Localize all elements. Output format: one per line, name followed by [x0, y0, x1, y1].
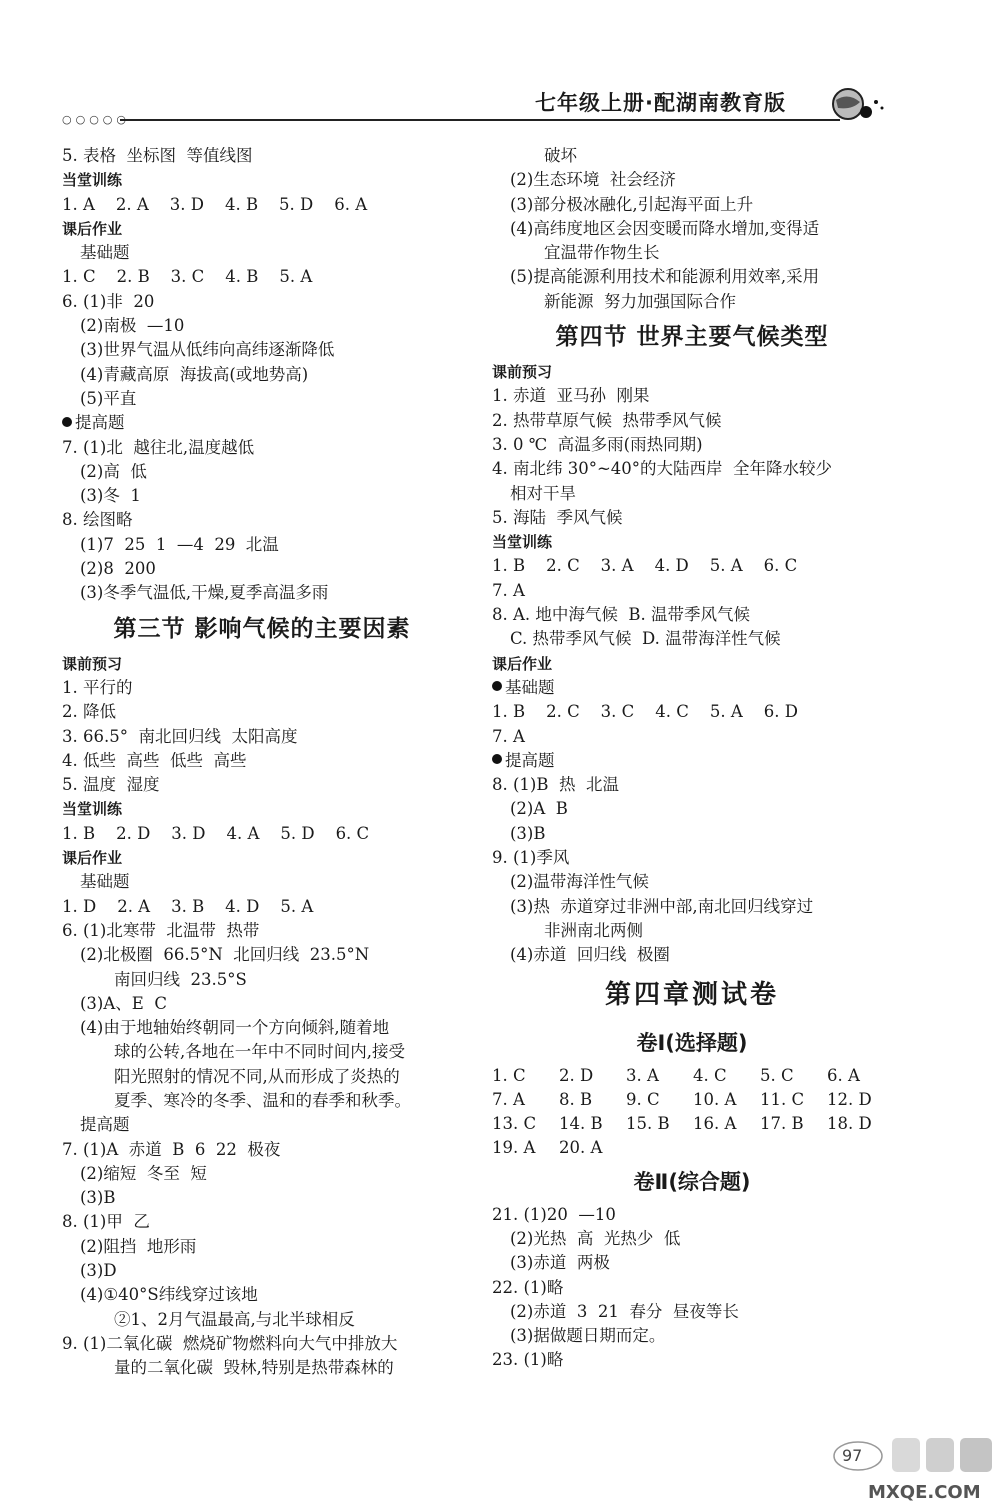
subsection-heading: 当堂训练 [492, 533, 553, 552]
answer-line: (4)由于地轴始终朝同一个方向倾斜,随着地 [80, 1018, 390, 1038]
subsection-label: 基础题 [80, 243, 130, 263]
answer-line: (3)B [80, 1188, 116, 1208]
right-column [492, 144, 892, 1373]
answer-line: 9. (1)季风 [492, 848, 570, 868]
answer-line: 7. A [492, 726, 525, 746]
answer-line: (1)7 25 1 —4 29 北温 [80, 534, 279, 554]
answer-line: 1. D 2. A 3. B 4. D 5. A [62, 896, 314, 916]
answer-line: (5)提高能源利用技术和能源利用效率,采用 [510, 267, 820, 287]
answer-grid-cell: 11. C [760, 1089, 805, 1109]
answer-line: 8. 绘图略 [62, 510, 133, 530]
answer-line: 量的二氧化碳 毁林,特别是热带森林的 [114, 1358, 394, 1378]
answer-line: 5. 海陆 季风气候 [492, 507, 623, 527]
bullet-icon [492, 754, 502, 764]
answer-line: (3)A、E C [80, 993, 167, 1013]
bullet-icon [62, 417, 72, 427]
subsection-heading: 课后作业 [492, 654, 553, 673]
answer-line: (3)据做题日期而定。 [510, 1326, 666, 1346]
answer-line: (3)冬 1 [80, 486, 141, 506]
answer-grid-cell: 15. B [626, 1114, 670, 1134]
answer-line: (4)青藏高原 海拔高(或地势高) [80, 364, 309, 384]
answer-line: 夏季、寒冷的冬季、温和的春季和秋季。 [114, 1090, 411, 1110]
answer-grid-cell: 1. C [492, 1065, 526, 1085]
answer-line: C. 热带季风气候 D. 温带海洋性气候 [510, 629, 781, 649]
subsection-label: 基础题 [80, 872, 130, 892]
section-title: 第四节 世界主要气候类型 [555, 324, 829, 351]
answer-grid-cell: 7. A [492, 1089, 525, 1109]
left-column [62, 144, 462, 1381]
answer-line: 1. B 2. C 3. C 4. C 5. A 6. D [492, 702, 798, 722]
answer-line: 22. (1)略 [492, 1277, 564, 1297]
answer-line: (2)缩短 冬至 短 [80, 1163, 207, 1183]
answer-line: (2)温带海洋性气候 [510, 872, 649, 892]
answer-line: 6. (1)北寒带 北温带 热带 [62, 920, 260, 940]
answer-grid-cell: 5. C [760, 1065, 794, 1085]
answer-line: (2)阻挡 地形雨 [80, 1236, 197, 1256]
answer-line: 5. 温度 湿度 [62, 775, 160, 795]
subsection-heading: 当堂训练 [62, 800, 123, 819]
answer-grid-cell: 13. C [492, 1114, 537, 1134]
answer-line: (3)冬季气温低,干燥,夏季高温多雨 [80, 583, 329, 603]
answer-line: 7. (1)A 赤道 B 6 22 极夜 [62, 1139, 281, 1159]
answer-grid-cell: 3. A [626, 1065, 659, 1085]
answer-grid-row [492, 1112, 892, 1136]
answer-grid [492, 1064, 892, 1161]
answer-grid-cell: 6. A [827, 1065, 860, 1085]
answer-line: 8. A. 地中海气候 B. 温带季风气候 [492, 605, 750, 625]
answer-line: 3. 0 ℃ 高温多雨(雨热同期) [492, 434, 703, 454]
answer-line: (3)赤道 两极 [510, 1253, 610, 1273]
answer-line: (2)南极 —10 [80, 316, 185, 336]
subsection-label: 基础题 [492, 676, 892, 700]
answer-line: 宜温带作物生长 [544, 243, 660, 263]
answer-line: 1. A 2. A 3. D 4. B 5. D 6. A [62, 194, 368, 214]
answer-line: (2)北极圈 66.5°N 北回归线 23.5°N [80, 945, 370, 965]
answer-line: 2. 降低 [62, 702, 116, 722]
answer-line: 非洲南北两侧 [544, 920, 643, 940]
page-header [0, 0, 1000, 130]
answer-grid-cell: 18. D [827, 1114, 872, 1134]
answer-line: 破坏 [544, 146, 577, 165]
answer-grid-cell: 20. A [559, 1138, 603, 1158]
answer-line: 9. (1)二氧化碳 燃烧矿物燃料向大气中排放大 [62, 1333, 398, 1353]
answer-grid-cell: 12. D [827, 1089, 872, 1109]
subsection-heading: 当堂训练 [62, 171, 123, 190]
answer-line: 1. C 2. B 3. C 4. B 5. A [62, 267, 313, 287]
answer-line: 新能源 努力加强国际合作 [544, 291, 736, 311]
answer-grid-cell: 16. A [693, 1114, 737, 1134]
answer-line: (5)平直 [80, 388, 137, 408]
answer-line: 南回归线 23.5°S [114, 969, 247, 989]
answer-line: 3. 66.5° 南北回归线 太阳高度 [62, 726, 298, 746]
answer-grid-row [492, 1088, 892, 1112]
answer-line: (2)光热 高 光热少 低 [510, 1228, 681, 1248]
answer-line: 5. 表格 坐标图 等值线图 [62, 146, 253, 165]
page-number: 97 [842, 1446, 863, 1465]
chapter-test-title: 第四章测试卷 [604, 979, 779, 1010]
answer-line: (2)A B [510, 799, 568, 819]
answer-line: 23. (1)略 [492, 1350, 564, 1370]
answer-grid-row [492, 1064, 892, 1088]
answer-line: (3)B [510, 823, 546, 843]
globe-logo-icon [826, 82, 886, 122]
subsection-label: 提高题 [62, 411, 462, 435]
answer-grid-cell [693, 1136, 760, 1160]
answer-line: (4)高纬度地区会因变暖而降水增加,变得适 [510, 218, 820, 238]
answer-line: 21. (1)20 —10 [492, 1204, 616, 1224]
answer-line: (2)赤道 3 21 春分 昼夜等长 [510, 1301, 739, 1321]
answer-line: 4. 南北纬 30°~40°的大陆西岸 全年降水较少 [492, 459, 833, 479]
subsection-heading: 课后作业 [62, 219, 123, 238]
answer-grid-cell [626, 1136, 693, 1160]
header-rule [120, 119, 840, 121]
answer-line: 球的公转,各地在一年中不同时间内,接受 [114, 1042, 405, 1062]
answer-line: (3)D [80, 1261, 117, 1281]
answer-line: 6. (1)非 20 [62, 291, 155, 311]
answer-line: 1. 赤道 亚马孙 刚果 [492, 386, 650, 406]
header-title: 七年级上册·配湖南教育版 [535, 91, 786, 115]
answer-line: ②1、2月气温最高,与北半球相反 [114, 1309, 355, 1329]
answer-line: (3)世界气温从低纬向高纬逐渐降低 [80, 340, 335, 360]
header-dots: ○○○○○ [62, 113, 130, 126]
answer-line: 7. A [492, 580, 525, 600]
answer-grid-cell: 14. B [559, 1114, 603, 1134]
answer-line: (2)高 低 [80, 461, 147, 481]
answer-grid-cell [760, 1136, 827, 1160]
answer-grid-cell: 2. D [559, 1065, 594, 1085]
answer-line: (2)生态环境 社会经济 [510, 170, 676, 190]
answer-grid-cell [827, 1136, 894, 1160]
answer-grid-cell: 8. B [559, 1089, 593, 1109]
subsection-heading: 课前预习 [492, 363, 553, 382]
answer-grid-cell: 9. C [626, 1089, 660, 1109]
subsection-label: 提高题 [492, 749, 892, 773]
answer-line: (2)8 200 [80, 559, 156, 579]
volume-title: 卷Ⅰ(选择题) [636, 1030, 748, 1055]
section-title: 第三节 影响气候的主要因素 [113, 615, 411, 642]
answer-grid-row [492, 1136, 892, 1160]
watermark-text: MXQE.COM [868, 1482, 981, 1503]
answer-line: 8. (1)甲 乙 [62, 1212, 150, 1232]
subsection-heading: 课后作业 [62, 849, 123, 868]
answer-line: 阳光照射的情况不同,从而形成了炎热的 [114, 1066, 400, 1086]
answer-line: 相对干旱 [510, 483, 576, 503]
answer-line: (4)①40°S纬线穿过该地 [80, 1285, 258, 1305]
answer-grid-cell: 19. A [492, 1138, 536, 1158]
answer-grid-cell: 4. C [693, 1065, 727, 1085]
subsection-label: 提高题 [80, 1115, 130, 1135]
answer-line: (3)热 赤道穿过非洲中部,南北回归线穿过 [510, 896, 814, 916]
answer-line: 7. (1)北 越往北,温度越低 [62, 437, 255, 457]
bullet-icon [492, 681, 502, 691]
answer-grid-cell: 10. A [693, 1089, 737, 1109]
answer-line: 1. 平行的 [62, 677, 133, 697]
answer-grid-cell: 17. B [760, 1114, 804, 1134]
answer-line: 8. (1)B 热 北温 [492, 775, 619, 795]
answer-line: 1. B 2. D 3. D 4. A 5. D 6. C [62, 823, 370, 843]
answer-line: 4. 低些 高些 低些 高些 [62, 750, 247, 770]
subsection-heading: 课前预习 [62, 654, 123, 673]
answer-line: (4)赤道 回归线 极圈 [510, 945, 670, 965]
answer-line: (3)部分极冰融化,引起海平面上升 [510, 194, 754, 214]
volume-title: 卷Ⅱ(综合题) [633, 1169, 751, 1194]
answer-line: 1. B 2. C 3. A 4. D 5. A 6. C [492, 556, 798, 576]
answer-line: 2. 热带草原气候 热带季风气候 [492, 410, 722, 430]
